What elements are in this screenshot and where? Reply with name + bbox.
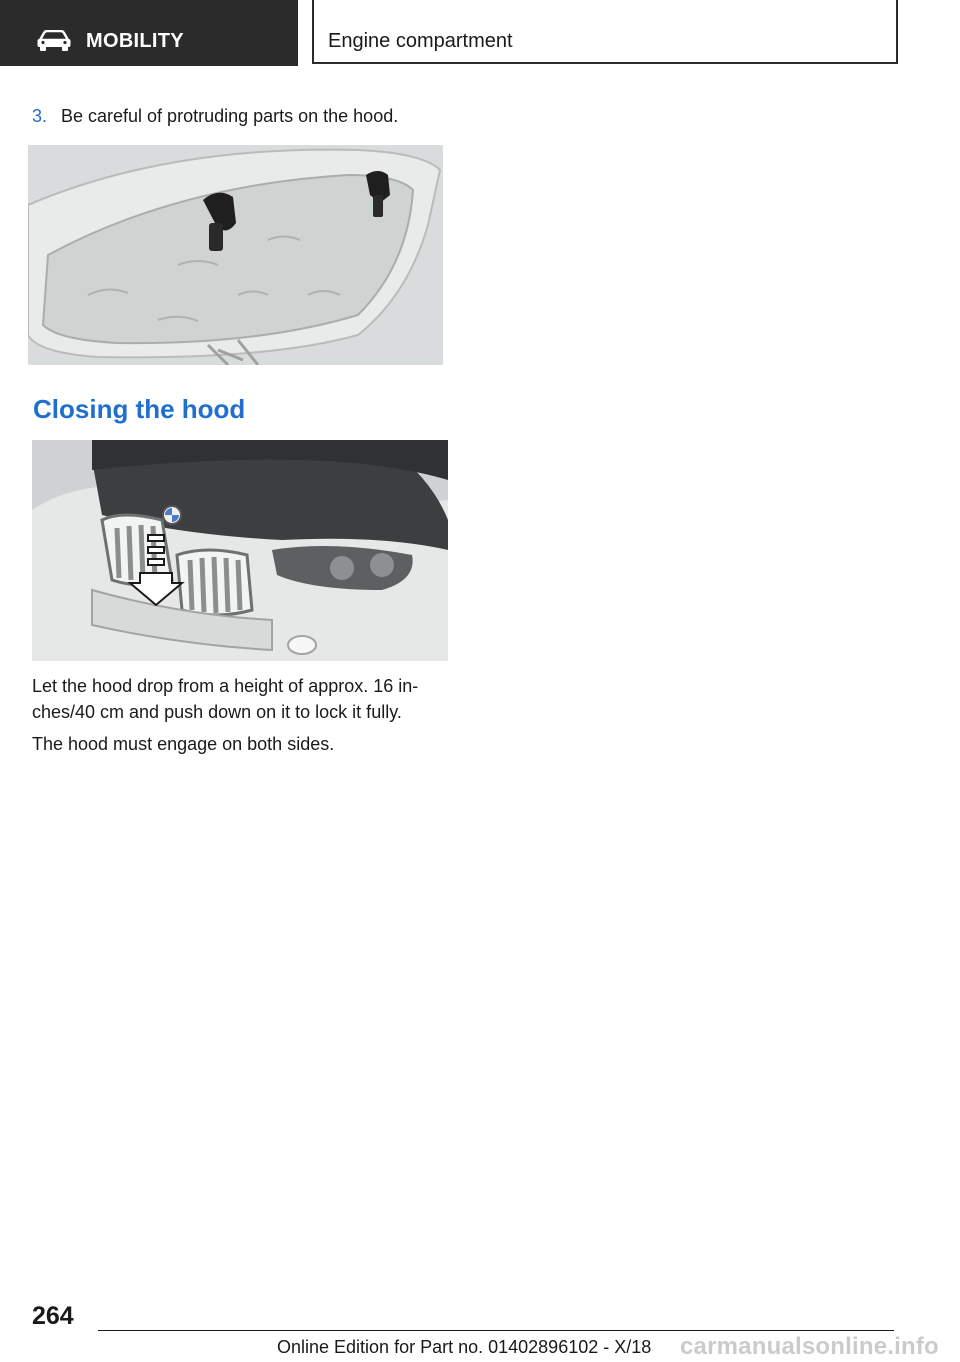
page-number: 264 (32, 1302, 74, 1330)
paragraph-engage-sides: The hood must engage on both sides. (32, 734, 335, 754)
open-hood-illustration (28, 145, 443, 365)
watermark-text: carmanualsonline.info (680, 1333, 939, 1360)
step-text: Be careful of protruding parts on the hood. (61, 106, 399, 126)
car-icon (36, 30, 72, 52)
header-section-tab[interactable] (0, 0, 298, 66)
footer-divider (98, 1330, 894, 1331)
closing-hood-illustration (32, 440, 448, 661)
header-section-label: MOBILITY (86, 30, 184, 52)
step-number: 3. (32, 106, 48, 126)
paragraph-drop-hood: Let the hood drop from a height of approx. 16 in‐ ches/40 cm and push down on it to lock it fully. (32, 676, 419, 722)
header-chapter-tab[interactable] (312, 0, 898, 64)
footer-edition-text: Online Edition for Part no. 01402896102 - X/18 (277, 1337, 652, 1357)
section-title: Closing the hood (33, 394, 246, 424)
header-chapter-label: Engine compartment (328, 30, 513, 52)
step-item (32, 106, 398, 127)
